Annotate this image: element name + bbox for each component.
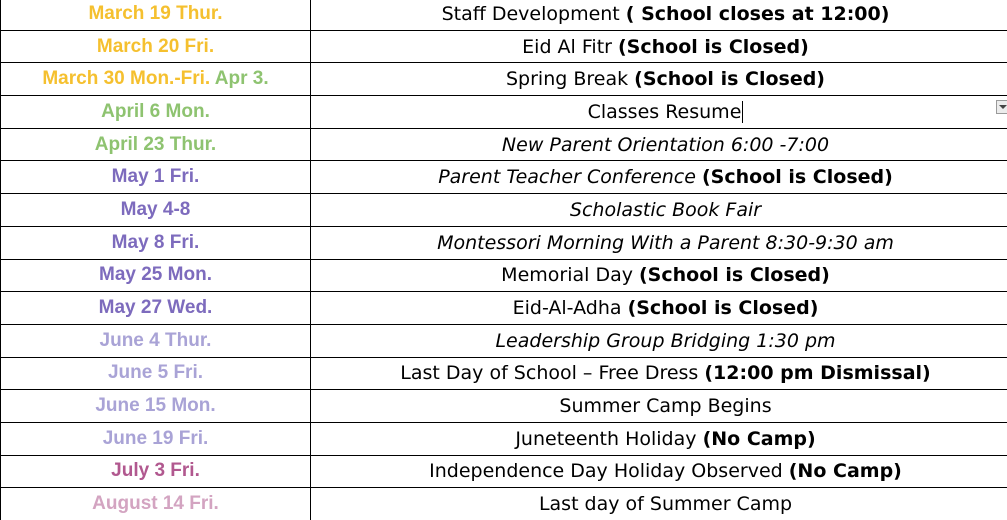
chevron-down-icon	[999, 105, 1007, 109]
date-cell: May 8 Fri.	[1, 226, 311, 259]
event-text: Memorial Day	[501, 264, 639, 287]
event-cell	[311, 422, 1007, 455]
date-cell: August 14 Fri.	[1, 488, 311, 520]
event-text: Classes Resume	[587, 100, 742, 123]
event-text: Summer Camp Begins	[559, 395, 772, 418]
date-cell: April 6 Mon.	[1, 96, 311, 129]
table-row	[1, 422, 1007, 455]
event-text: Scholastic Book Fair	[569, 198, 762, 221]
event-cell	[311, 324, 1007, 357]
event-text: Last day of Summer Camp	[538, 493, 793, 516]
event-text: New Parent Orientation 6:00 -7:00	[501, 133, 830, 156]
dropdown-arrow-button[interactable]	[996, 100, 1007, 114]
table-row	[1, 161, 1007, 194]
event-cell	[311, 0, 1007, 30]
table-row	[1, 455, 1007, 488]
event-text: Parent Teacher Conference	[438, 166, 702, 189]
event-cell	[311, 488, 1007, 520]
event-note: (12:00 pm Dismissal)	[704, 362, 931, 385]
event-text: Leadership Group Bridging 1:30 pm	[495, 329, 836, 352]
event-cell	[311, 63, 1007, 96]
event-note: (No Camp)	[788, 460, 902, 483]
table-row	[1, 259, 1007, 292]
event-cell	[311, 455, 1007, 488]
event-note: (School is Closed)	[701, 166, 893, 189]
table-row	[1, 324, 1007, 357]
event-cell	[311, 30, 1007, 63]
date-cell: June 5 Fri.	[1, 357, 311, 390]
event-text: Eid-Al-Adha	[512, 297, 628, 320]
event-cell	[311, 226, 1007, 259]
date-cell: June 4 Thur.	[1, 324, 311, 357]
date-cell: May 1 Fri.	[1, 161, 311, 194]
event-note: (School is Closed)	[618, 35, 809, 58]
event-cell	[311, 194, 1007, 227]
date-cell: March 19 Thur.	[1, 0, 311, 30]
date-cell: May 4-8	[1, 194, 311, 227]
event-cell	[311, 128, 1007, 161]
event-text: Last Day of School – Free Dress	[400, 362, 705, 385]
table-row	[1, 63, 1007, 96]
event-note: (School is Closed)	[639, 264, 830, 287]
table-row	[1, 292, 1007, 325]
event-text: Montessori Morning With a Parent 8:30-9:30 am	[437, 231, 894, 254]
date-cell	[1, 63, 311, 96]
event-note: (School is Closed)	[627, 297, 819, 320]
date-cell: June 19 Fri.	[1, 422, 311, 455]
event-note: (No Camp)	[702, 427, 816, 450]
event-text: Spring Break	[506, 68, 635, 91]
event-text: Eid Al Fitr	[522, 35, 618, 58]
table-row	[1, 226, 1007, 259]
event-note: (School is Closed)	[634, 68, 825, 91]
table-row	[1, 357, 1007, 390]
date-cell: March 20 Fri.	[1, 30, 311, 63]
event-cell-editing[interactable]	[311, 96, 1007, 129]
event-cell	[311, 259, 1007, 292]
event-text: Juneteenth Holiday	[515, 427, 703, 450]
event-cell	[311, 292, 1007, 325]
text-cursor	[742, 101, 743, 123]
table-row	[1, 488, 1007, 520]
table-row	[1, 30, 1007, 63]
table-row	[1, 96, 1007, 129]
date-cell: June 15 Mon.	[1, 390, 311, 423]
event-cell	[311, 161, 1007, 194]
table-row	[1, 0, 1007, 30]
table-row	[1, 390, 1007, 423]
event-note: ( School closes at 12:00)	[625, 2, 890, 25]
table-row	[1, 128, 1007, 161]
event-cell	[311, 357, 1007, 390]
table-row	[1, 194, 1007, 227]
event-text: Independence Day Holiday Observed	[429, 460, 789, 483]
date-start: March 30 Mon.-Fri.	[42, 68, 211, 90]
date-cell: July 3 Fri.	[1, 455, 311, 488]
event-cell	[311, 390, 1007, 423]
date-cell: May 27 Wed.	[1, 292, 311, 325]
date-cell: May 25 Mon.	[1, 259, 311, 292]
date-cell: April 23 Thur.	[1, 128, 311, 161]
event-text: Staff Development	[441, 2, 626, 25]
date-end: Apr 3.	[210, 68, 269, 90]
